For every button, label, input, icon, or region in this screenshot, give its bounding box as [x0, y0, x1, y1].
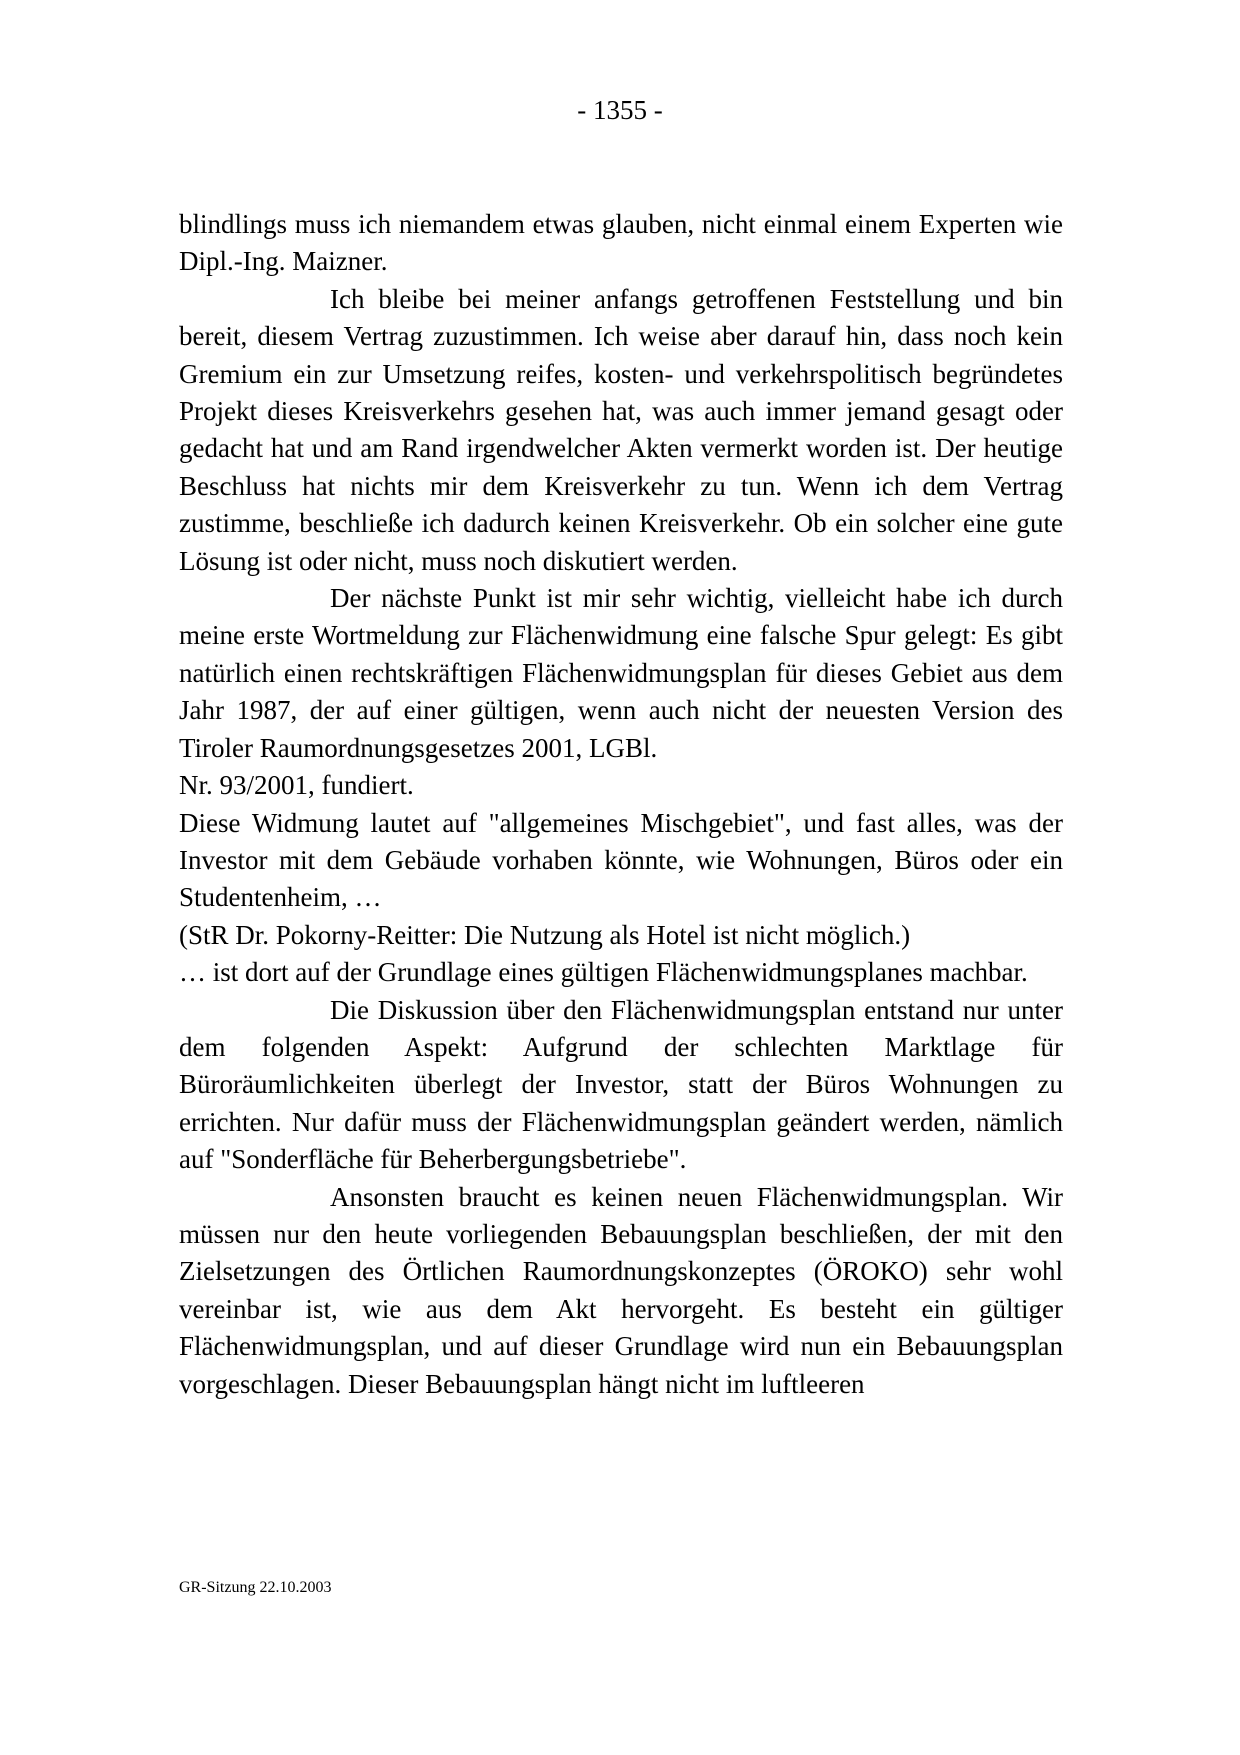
- body-text: [179, 206, 1063, 1403]
- paragraph: blindlings muss ich niemandem etwas glauben, nicht einmal einem Experten wie Dipl.-Ing. Maizner.: [179, 209, 1063, 277]
- paragraph: … ist dort auf der Grundlage eines gültigen Flächenwidmungsplanes machbar.: [179, 957, 1028, 988]
- page-number: - 1355 -: [577, 95, 663, 125]
- paragraph: Die Diskussion über den Flächenwidmungsplan entstand nur unter dem folgenden Aspekt: Aufgrund der schlechten Marktlage für Büroräumlichkeiten überlegt der Investor, statt der Büros Wohnungen zu errichten. Nur dafür muss der Flächenwidmungsplan geändert werden, nämlich auf "Sonderfläche für Beherbergungsbetriebe".: [179, 994, 1063, 1175]
- paragraph: Der nächste Punkt ist mir sehr wichtig, vielleicht habe ich durch meine erste Wortmeldung zur Flächenwidmung eine falsche Spur gelegt: Es gibt natürlich einen rechtskräftigen Flächenwidmungsplan für dieses Gebiet aus dem Jahr 1987, der auf einer gültigen, wenn auch nicht der neuesten Version des Tiroler Raumordnungsgesetzes 2001, LGBl.: [179, 583, 1063, 763]
- footer-session-date: GR-Sitzung 22.10.2003: [179, 1579, 332, 1596]
- paragraph: Ansonsten braucht es keinen neuen Flächenwidmungsplan. Wir müssen nur den heute vorliegenden Bebauungsplan beschließen, der mit den Zielsetzungen des Örtlichen Raumordnungskonzeptes (ÖROKO) sehr wohl vereinbar ist, wie aus dem Akt hervorgeht. Es besteht ein gültiger Flächenwidmungsplan, und auf dieser Grundlage wird nun ein Bebauungsplan vorgeschlagen. Dieser Bebauungsplan hängt nicht im luftleeren: [179, 1181, 1063, 1399]
- paragraph: Ich bleibe bei meiner anfangs getroffenen Feststellung und bin bereit, diesem Vertrag zuzustimmen. Ich weise aber darauf hin, dass noch kein Gremium ein zur Umsetzung reifes, kosten- und verkehrspolitisch begründetes Projekt dieses Kreisverkehrs gesehen hat, was auch immer jemand gesagt oder gedacht hat und am Rand irgendwelcher Akten vermerkt worden ist. Der heutige Beschluss hat nichts mir dem Kreisverkehr zu tun. Wenn ich dem Vertrag zustimme, beschließe ich dadurch keinen Kreisverkehr. Ob ein solcher eine gute Lösung ist oder nicht, muss noch diskutiert werden.: [179, 283, 1063, 576]
- paragraph: Nr. 93/2001, fundiert.: [179, 770, 414, 801]
- paragraph: Diese Widmung lautet auf "allgemeines Mischgebiet", und fast alles, was der Investor mit dem Gebäude vorhaben könnte, wie Wohnungen, Büros oder ein Studentenheim, …: [179, 807, 1063, 913]
- interjection: (StR Dr. Pokorny-Reitter: Die Nutzung als Hotel ist nicht möglich.): [179, 919, 911, 950]
